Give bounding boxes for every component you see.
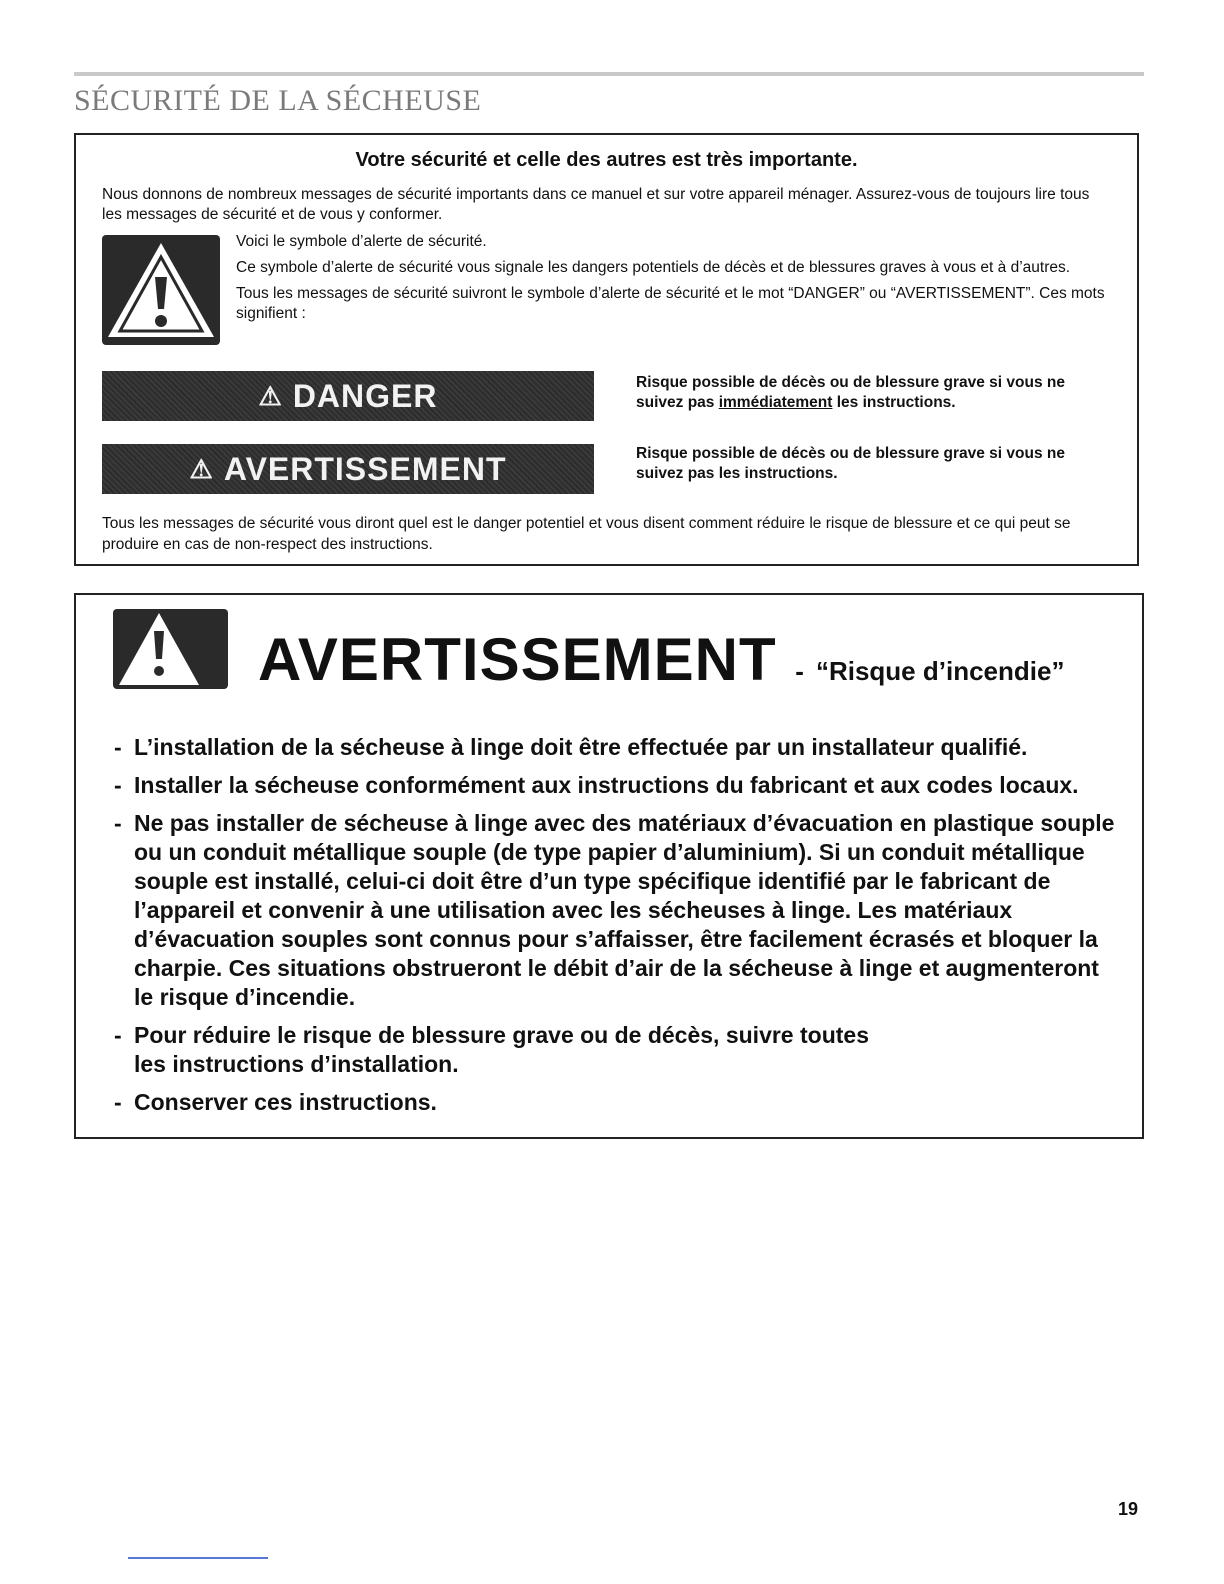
page-number: 19: [1118, 1499, 1139, 1519]
fire-warning-list: [114, 733, 1124, 1126]
list-item: - L’installation de la sécheuse à linge doit être effectuée par un installateur qualifié.: [114, 733, 1124, 762]
alert-triangle-icon: ⚠: [258, 380, 283, 411]
section-title: SÉCURITÉ DE LA SÉCHEUSE: [74, 84, 482, 117]
safety-alert-icon: [102, 235, 220, 345]
safety-intro: Nous donnons de nombreux messages de sécurité importants dans ce manuel et sur votre appareil ménager. Assurez-vous de toujours lire tous les messages de sécurité et de vous y conformer.: [102, 186, 1090, 223]
danger-description: [636, 373, 1116, 413]
danger-desc-emphasis: immédiatement: [718, 394, 833, 411]
top-rule: [74, 72, 1144, 76]
safety-outro: Tous les messages de sécurité vous diront quel est le danger potentiel et vous disent comment réduire le risque de blessure et ce qui peut se produire en cas de non-respect des instructions.: [102, 515, 1071, 553]
danger-label: DANGER: [292, 377, 438, 414]
warning-word: AVERTISSEMENT: [258, 626, 777, 693]
list-item: - Pour réduire le risque de blessure grave ou de décès, suivre toutes les instructions d’installation.: [114, 1021, 894, 1079]
fire-warning-box: [74, 593, 1144, 1139]
symbol-line: Voici le symbole d’alerte de sécurité.: [236, 233, 487, 250]
symbol-line: Ce symbole d’alerte de sécurité vous signale les dangers potentiels de décès et de blessures graves à vous et à d’autres.: [236, 259, 1071, 276]
safety-info-box: [74, 133, 1139, 566]
fire-warning-heading: [258, 625, 1064, 694]
warning-subheading: “Risque d’incendie”: [815, 656, 1065, 686]
fire-alert-icon: [113, 609, 228, 689]
warning-description: Risque possible de décès ou de blessure grave si vous ne suivez pas les instructions.: [636, 445, 1065, 482]
danger-desc-text: Risque possible de décès ou de blessure grave si vous ne suivez pas: [636, 374, 1065, 411]
symbol-explanation: [236, 232, 1116, 330]
warning-label: AVERTISSEMENT: [223, 450, 507, 487]
warning-dash: -: [795, 656, 804, 686]
list-item: - Conserver ces instructions.: [114, 1088, 1124, 1117]
list-item: - Installer la sécheuse conformément aux instructions du fabricant et aux codes locaux.: [114, 771, 1124, 800]
warning-signal-bar: [102, 444, 594, 494]
bottom-link-rule: [128, 1557, 268, 1559]
safety-box-title: Votre sécurité et celle des autres est très importante.: [355, 149, 858, 171]
alert-triangle-icon: ⚠: [189, 453, 214, 484]
symbol-line: Tous les messages de sécurité suivront le symbole d’alerte de sécurité et le mot “DANGER” ou “AVERTISSEMENT”. Ces mots signifient :: [236, 285, 1105, 322]
danger-signal-bar: [102, 371, 594, 421]
danger-desc-text-end: les instructions.: [832, 394, 956, 411]
list-item: - Ne pas installer de sécheuse à linge avec des matériaux d’évacuation en plastique souple ou un conduit métallique souple (de type papier d’aluminium). Si un conduit métallique souple est installé, celui-ci doit être d’un type spécifique identifié par le fabricant de l’appareil et convenir à une utilisation avec les sécheuses à linge. Les matériaux d’évacuation souples sont connus pour s’affaisser, être facilement écrasés et bloquer la charpie. Ces situations obstrueront le débit d’air de la sécheuse à linge et augmenteront le risque d’incendie.: [114, 809, 1124, 1012]
